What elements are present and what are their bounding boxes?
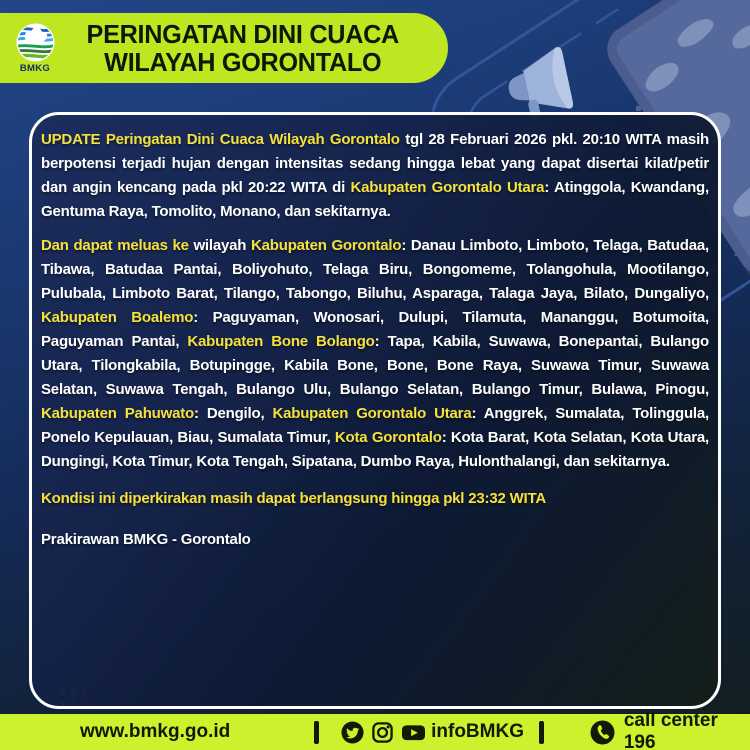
warning-box [29,112,721,709]
warning-paragraph: Prakirawan BMKG - Gorontalo [41,531,251,548]
footer-bar [0,710,750,750]
page-title [61,20,442,77]
bmkg-logo-icon [16,23,55,62]
bmkg-logo [15,23,55,74]
call-center-label: call center 196 [623,710,718,750]
warning-text [41,128,709,552]
warning-paragraph: UPDATE Peringatan Dini Cuaca Wilayah Gorontalo tgl 28 Februari 2026 pkl. 20:10 WITA masih berpotensi terjadi hujan dengan intensitas sedang hingga lebat yang dapat disertai kilat/petir dan angin kencang pada pkl 20:22 WITA di Kabupaten Gorontalo Utara: Atinggola, Kwandang, Gentuma Raya, Tomolito, Monano, dan sekitarnya. [41,131,709,220]
website-label: www.bmkg.go.id [80,721,231,742]
call-center-group [590,710,750,750]
instagram-icon [371,721,394,744]
phone-icon [590,720,615,745]
warning-paragraph: Kondisi ini diperkirakan masih dapat berlangsung hingga pkl 23:32 WITA [41,490,546,507]
social-group [341,721,426,744]
social-handle-label: infoBMKG [431,721,524,742]
footer-divider [314,721,319,744]
youtube-icon [401,721,426,744]
bmkg-logo-label: BMKG [19,62,51,74]
header-banner [0,13,448,83]
twitter-icon [341,721,364,744]
footer-divider [539,721,544,744]
warning-paragraph: Dan dapat meluas ke wilayah Kabupaten Gorontalo: Danau Limboto, Limboto, Telaga, Batudaa, Tibawa, Batudaa Pantai, Boliyohuto, Telaga Biru, Bongomeme, Tolangohula, Mootilango, Pulubala, Limboto Barat, Tilango, Tabongo, Biluhu, Asparaga, Talaga Jaya, Bilato, Dungaliyo, Kabupaten Boalemo: Paguyaman, Wonosari, Dulupi, Tilamuta, Mananggu, Botumoita, Paguyaman Pantai, Kabupaten Bone Bolango: Tapa, Kabila, Suwawa, Bonepantai, Bulango Utara, Tilongkabila, Botupingge, Kabila Bone, Bone, Bone Raya, Suwawa Timur, Suwawa Selatan, Suwawa Tengah, Bulango Ulu, Bulango Selatan, Bulango Timur, Bulawa, Pinogu, Kabupaten Pahuwato: Dengilo, Kabupaten Gorontalo Utara: Anggrek, Sumalata, Tolinggula, Ponelo Kepulauan, Biau, Sumalata Timur, Kota Gorontalo: Kota Barat, Kota Selatan, Kota Utara, Dungingi, Kota Timur, Kota Tengah, Sipatana, Dumbo Raya, Hulonthalangi, dan sekitarnya. [41,237,710,470]
page-title-line1: PERINGATAN DINI CUACA [86,18,399,49]
page-title-line2: WILAYAH GORONTALO [104,47,382,77]
